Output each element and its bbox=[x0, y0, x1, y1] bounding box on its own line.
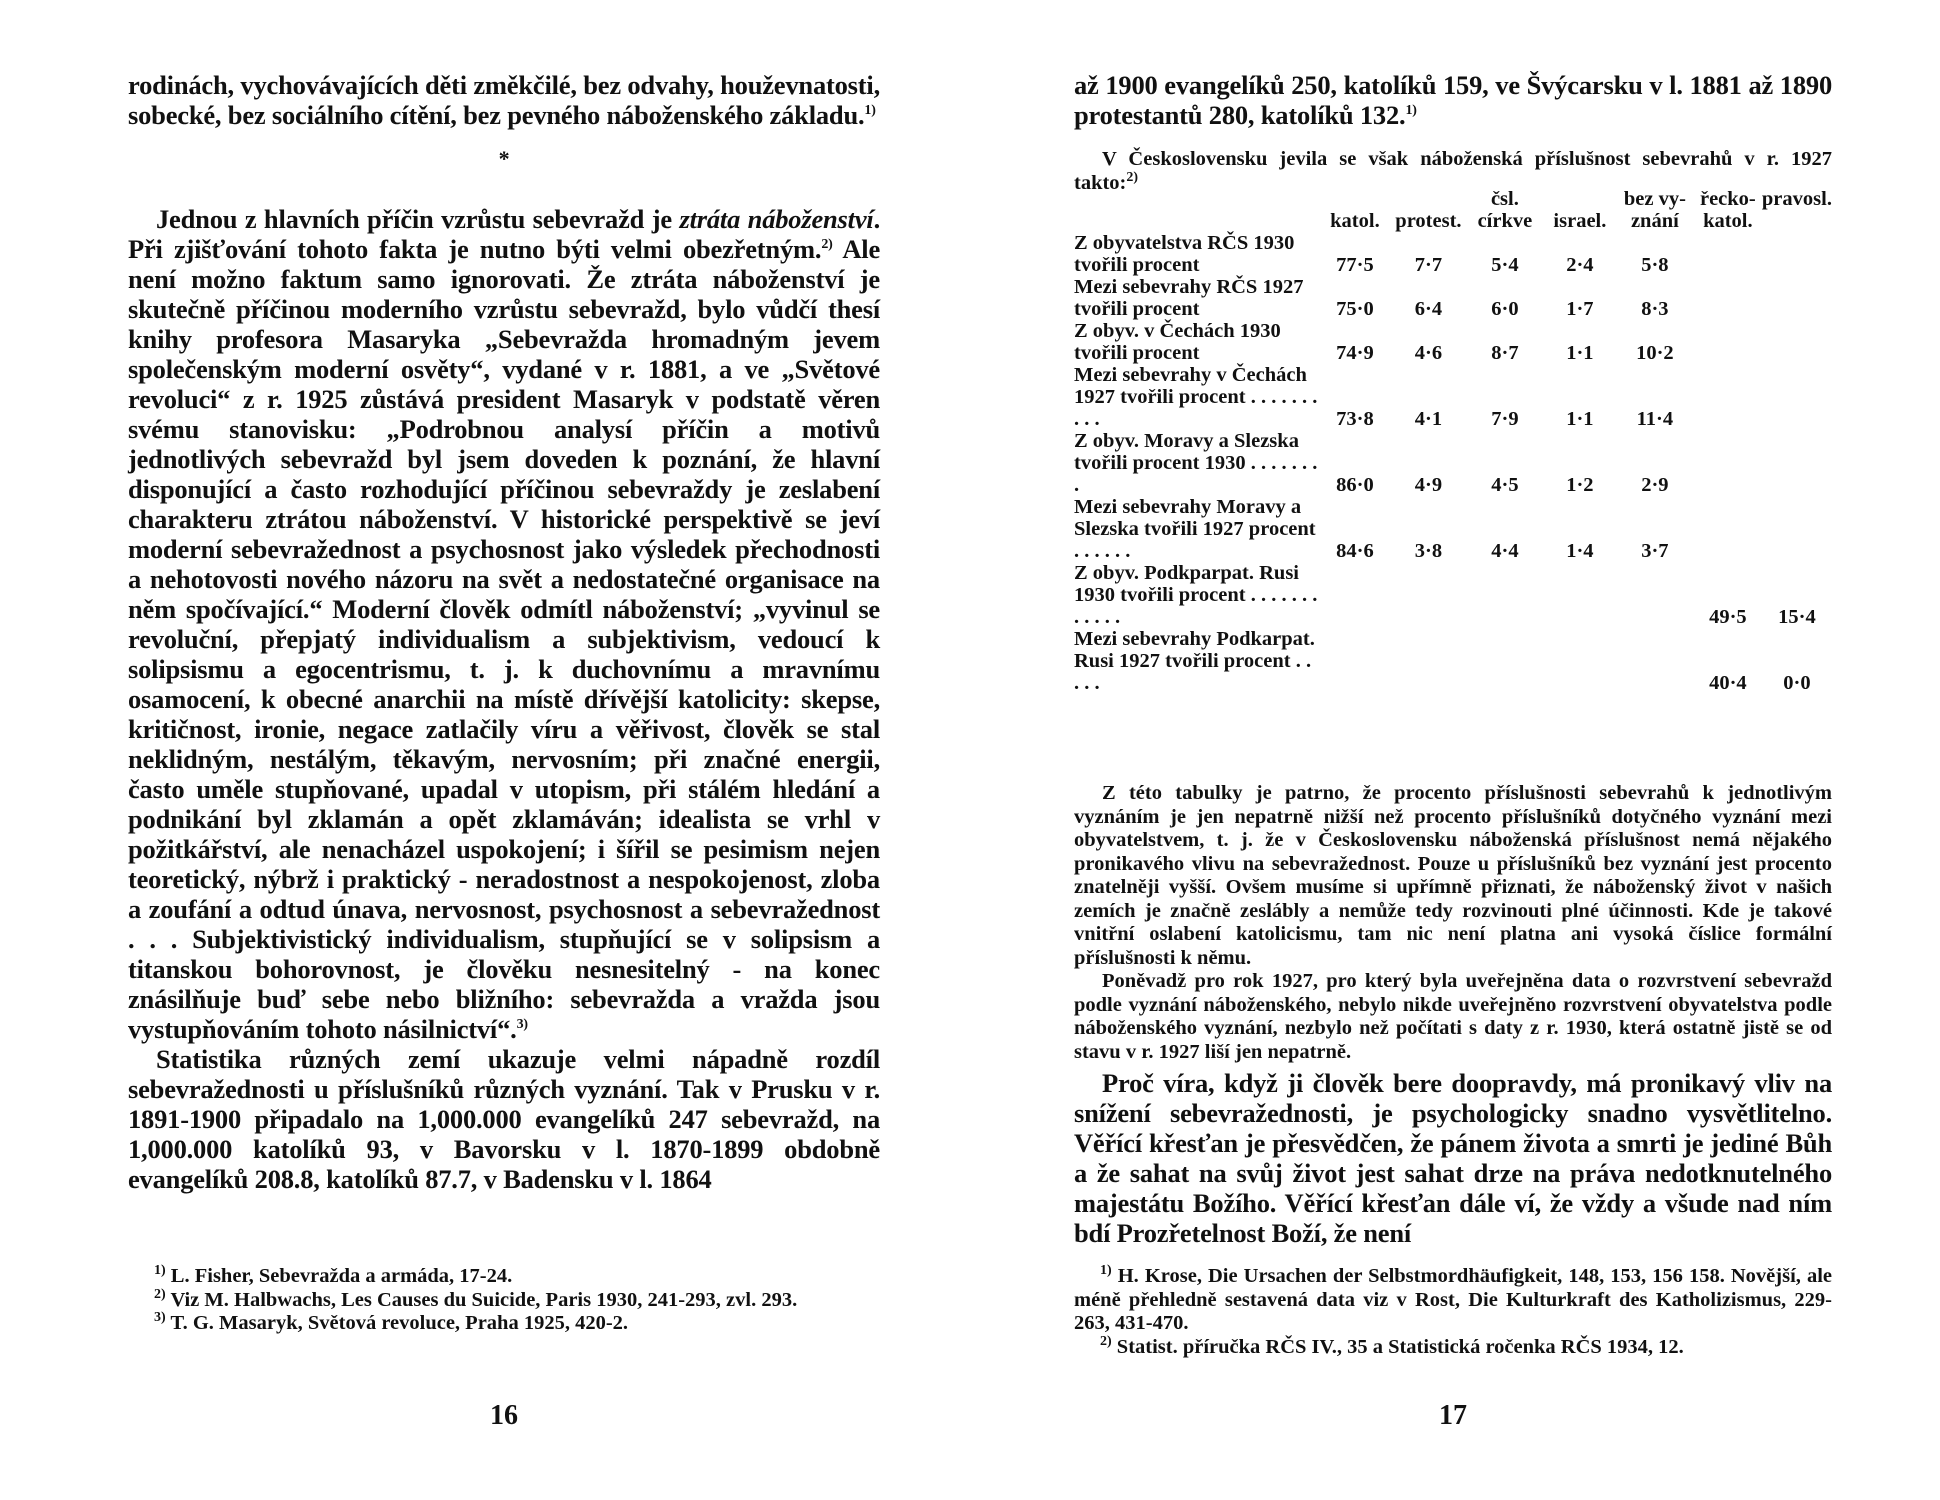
table-cell: 3·7 bbox=[1641, 540, 1669, 562]
table-cell bbox=[1694, 430, 1762, 496]
col-header-bez-vyznani: znání bbox=[1630, 210, 1679, 232]
row-label: Z obyv. v Čechách 1930 tvořili procent bbox=[1074, 320, 1281, 364]
table-cell: 1·1 bbox=[1566, 342, 1594, 364]
table-cell: 15·4 bbox=[1778, 606, 1816, 628]
row-label: Mezi sebevrahy v Čechách 1927 tvořili procent . . . . . . . . . . bbox=[1074, 364, 1318, 430]
table-cell: 75·0 bbox=[1336, 298, 1374, 320]
footnote: $^{2)}$ Viz M. Halbwachs, Les Causes du Suicide, Paris 1930, 241-293, zvl. 293. bbox=[154, 1286, 798, 1311]
footnote: $^{3)}$ T. G. Masaryk, Světová revoluce, Praha 1925, 420-2. bbox=[154, 1310, 629, 1334]
table-cell: 4·6 bbox=[1414, 342, 1443, 364]
page-number: 17 bbox=[1439, 1400, 1467, 1431]
table-cell: 73·8 bbox=[1336, 408, 1374, 430]
table-cell: 6·4 bbox=[1414, 298, 1443, 320]
commentary-paragraph: Poněvadž pro rok 1927, pro který byla uveřejněna data o rozvrstvení sebevražd podle vyznání náboženského, nebylo nikde uveřejněno rozvrstvení obyvatelstva podle náboženského vyznání, nezbylo než počítati s daty z r. 1930, která ostatně jistě se od stavu v r. 1927 liší jen nepatrně. bbox=[1074, 970, 1832, 1063]
table-row bbox=[1074, 430, 1832, 496]
opening-paragraph: rodinách, vychovávajících děti změkčilé, bez odvahy, houževnatosti, sobecké, bez sociálního cítění, bez pevného náboženského základu.$^{1)}$ bbox=[128, 70, 880, 130]
row-label: Z obyv. Moravy a Slezska tvořili procent 1930 . . . . . . . . bbox=[1074, 430, 1318, 496]
table-cell bbox=[1616, 628, 1694, 694]
table-cell: 0·0 bbox=[1783, 672, 1811, 694]
table-cell: 49·5 bbox=[1709, 606, 1747, 628]
table-row bbox=[1074, 276, 1832, 320]
table-header-row: čsl. bez vy- řecko- pravosl. bbox=[1490, 188, 1832, 210]
table-row bbox=[1074, 562, 1832, 628]
row-label: Z obyv. Podkparpat. Rusi 1930 tvořili procent . . . . . . . . . . . . bbox=[1074, 562, 1318, 628]
row-label: Mezi sebevrahy Podkarpat. Rusi 1927 tvořili procent . . . . . bbox=[1074, 628, 1315, 694]
table-cell: 10·2 bbox=[1636, 342, 1674, 364]
table-cell: 86·0 bbox=[1336, 474, 1374, 496]
table-cell bbox=[1391, 562, 1466, 628]
row-label: Z obyvatelstva RČS 1930 tvořili procent bbox=[1074, 232, 1295, 276]
table-cell: 4·4 bbox=[1491, 540, 1519, 562]
table-cell: 5·8 bbox=[1641, 254, 1669, 276]
row-label: Mezi sebevrahy RČS 1927 tvořili procent bbox=[1074, 276, 1304, 320]
page-number: 16 bbox=[490, 1400, 518, 1431]
table-cell: 2·4 bbox=[1566, 254, 1594, 276]
section-separator: * bbox=[498, 146, 510, 171]
table-cell bbox=[1762, 320, 1832, 364]
table-row bbox=[1074, 628, 1832, 694]
table-row bbox=[1074, 364, 1832, 430]
col-header-protest: protest. bbox=[1395, 210, 1462, 232]
table-cell: 6·0 bbox=[1491, 298, 1519, 320]
table-header-row bbox=[1074, 210, 1832, 232]
col-header-israel: israel. bbox=[1553, 210, 1607, 232]
table-cell: 1·2 bbox=[1566, 474, 1594, 496]
table-cell bbox=[1762, 364, 1832, 430]
row-label: Mezi sebevrahy Moravy a Slezska tvořili 1927 procent . . . . . . bbox=[1074, 496, 1316, 562]
table-cell bbox=[1544, 628, 1616, 694]
table-cell bbox=[1694, 320, 1762, 364]
paragraph-statistics: Statistika různých zemí ukazuje velmi nápadně rozdíl sebevražednosti u příslušníků různých vyznání. Tak v Prusku v r. 1891-1900 připadalo na 1,000.000 evangelíků 247 sebevražd, na 1,000.000 katolíků 93, v Bavorsku v l. 1870-1899 obdobně evangelíků 208.8, katolíků 87.7, v Badensku v l. 1864 bbox=[128, 1044, 880, 1194]
table-cell: 8·7 bbox=[1491, 342, 1519, 364]
table-cell: 1·7 bbox=[1566, 298, 1594, 320]
table-cell: 74·9 bbox=[1336, 342, 1374, 364]
footnote: $^{1)}$ H. Krose, Die Ursachen der Selbstmordhäufigkeit, 148, 153, 156 158. Novější, ale méně přehledně sestavená data viz v Rost, Die Kulturkraft des Katholizismus, 229-263, 431-470. bbox=[1074, 1263, 1832, 1334]
table-cell bbox=[1762, 276, 1832, 320]
footnote: $^{1)}$ L. Fisher, Sebevražda a armáda, 17-24. bbox=[154, 1263, 513, 1287]
table-cell: 4·1 bbox=[1414, 408, 1443, 430]
footnote-ref: 3) bbox=[516, 1017, 528, 1033]
table-cell: 3·8 bbox=[1414, 540, 1443, 562]
table-cell: 5·4 bbox=[1491, 254, 1519, 276]
table-cell bbox=[1762, 430, 1832, 496]
table-cell: 84·6 bbox=[1336, 540, 1374, 562]
table-cell: 7·9 bbox=[1491, 408, 1519, 430]
commentary-paragraph: Z této tabulky je patrno, že procento příslušnosti sebevrahů k jednotlivým vyznáním je jen nepatrně nižší než procento příslušníků dotyčného vyznání mezi obyvatelstvem, t. j. že v Československu náboženská příslušnost nemá nějakého pronikavého vlivu na sebevražednost. Pouze u příslušníků bez vyznání jest procento znatelněji vyšší. Ovšem musíme si upřímně přiznati, že náboženský život v našich zemích je značně zeslábly a nemůže tedy rozvinouti plné účinnosti. Kde je takové vnitřní oslabení katolicismu, tam nic není platna ani vysoká číslice formální příslušnosti k němu. bbox=[1074, 782, 1832, 969]
table-cell: 11·4 bbox=[1636, 408, 1674, 430]
col-header-katol: katol. bbox=[1330, 210, 1380, 232]
table-row bbox=[1074, 496, 1832, 562]
table-cell: 4·5 bbox=[1491, 474, 1519, 496]
table-cell bbox=[1762, 496, 1832, 562]
footnote-ref: 2) bbox=[821, 237, 833, 253]
paragraph-religion-loss: Jednou z hlavních příčin vzrůstu sebevražd je ztráta náboženství. Při zjišťování tohoto fakta je nutno býti velmi obezřetným.$^{2)}$ Ale není možno faktum samo ignorovati. Že ztráta náboženství je skutečně příčinou moderního vzrůstu sebevražd, bylo vůdčí thesí knihy profesora Masaryka „Sebevražda hromadným jevem společenským moderní osvěty“, vydané v r. 1881, a ve „Světové revoluci“ z r. 1925 zůstává president Masaryk v podstatě věren svému stanovisku: „Podrobnou analysí příčin a motivů jednotlivých sebevražd byl jsem doveden k poznání, že hlavní disponující a často rozhodující příčinou sebevraždy je zeslabení charakteru ztrátou náboženství. V historické perspektivě se jeví moderní sebevražednost a psychosnost jako výsledek přechodnosti a nehotovosti nového názoru na svět a nedostatečné organisace na něm spočívající.“ Moderní člověk odmítl náboženství; „vyvinul se revoluční, přepjatý individualism a subjektivism, vedoucí k solipsismu a egocentrismu, t. j. k duchovnímu a mravnímu osamocení, k obecné anarchii na místě dřívější katolicity: skepse, kritičnost, ironie, negace zatlačily víru a věřivost, člověk se stal neklidným, nestálým, těkavým, nervosním; při značné energii, často uměle stupňované, upadal v utopism, při stálém hledání a podnikání byl zklamán a opět zklamáván; idealista se vrhl v požitkářství, ale nenacházel uspokojení; i šířil se pesimism nejen teoretický, nýbrž i praktický - neradostnost a nespokojenost, zloba a zoufání a odtud únava, nervosnost, psychosnost a sebevražednost . . . Subjektivistický individualism, stupňující se v solipsism a titanskou bohorovnost, je člověku nesnesitelný - na konec znásilňuje buď sebe nebo bližního: sebevražda a vražda jsou vystupňováním tohoto násilnictví“.$^{3)}$ bbox=[128, 204, 881, 1044]
table-cell bbox=[1466, 628, 1544, 694]
table-cell: 1·4 bbox=[1566, 540, 1594, 562]
table-cell bbox=[1616, 562, 1694, 628]
religion-statistics-table bbox=[1074, 188, 1832, 694]
table-cell bbox=[1466, 562, 1544, 628]
footnote: $^{2)}$ Statist. příručka RČS IV., 35 a Statistická ročenka RČS 1934, 12. bbox=[1100, 1333, 1684, 1358]
right-page-opening: až 1900 evangelíků 250, katolíků 159, ve Švýcarsku v l. 1881 až 1890 protestantů 280, katolíků 132.$^{1)}$ bbox=[1074, 70, 1832, 130]
table-cell bbox=[1544, 562, 1616, 628]
paragraph-faith: Proč víra, když ji člověk bere doopravdy, má pronikavý vliv na snížení sebevražednosti, je psychologicky snadno vysvětlitelno. Věřící křesťan je přesvědčen, že pánem života a smrti je jediné Bůh a že sahat na svůj život jest sahat drze na práva nedotknutelného majestátu Božího. Věřící křesťan dále ví, že vždy a všude nad ním bdí Prozřetelnost Boží, že není bbox=[1074, 1068, 1832, 1248]
table-cell bbox=[1762, 232, 1832, 276]
table-cell bbox=[1319, 562, 1391, 628]
right-footnotes bbox=[1074, 1265, 1832, 1359]
left-page-body bbox=[128, 70, 880, 1194]
footnote-ref: 1) bbox=[864, 103, 876, 119]
table-row bbox=[1074, 232, 1832, 276]
left-footnotes bbox=[128, 1265, 880, 1336]
table-cell bbox=[1391, 628, 1466, 694]
col-header-cirkve: církve bbox=[1477, 210, 1533, 232]
table-row bbox=[1074, 320, 1832, 364]
right-page-body bbox=[1074, 1068, 1832, 1248]
table-cell: 2·9 bbox=[1641, 474, 1669, 496]
table-cell bbox=[1319, 628, 1391, 694]
table-cell: 8·3 bbox=[1641, 298, 1669, 320]
table-cell: 77·5 bbox=[1336, 254, 1374, 276]
col-header-recko-katol: katol. bbox=[1703, 210, 1753, 232]
table-cell: 40·4 bbox=[1709, 672, 1747, 694]
table-cell: 7·7 bbox=[1414, 254, 1443, 276]
emphasis: ztráta náboženství bbox=[679, 204, 874, 234]
table-commentary bbox=[1074, 782, 1832, 1064]
table-cell: 4·9 bbox=[1414, 474, 1443, 496]
table-cell bbox=[1694, 364, 1762, 430]
table-intro: V Československu jevila se však náboženská příslušnost sebevrahů v r. 1927 takto:$^{2)}$ bbox=[1074, 148, 1832, 194]
table-cell bbox=[1694, 232, 1762, 276]
table-cell: 1·1 bbox=[1566, 408, 1594, 430]
footnote-ref: 1) bbox=[1405, 103, 1417, 119]
table-cell bbox=[1694, 276, 1762, 320]
table-cell bbox=[1694, 496, 1762, 562]
footnote-ref: 2) bbox=[1126, 169, 1139, 185]
